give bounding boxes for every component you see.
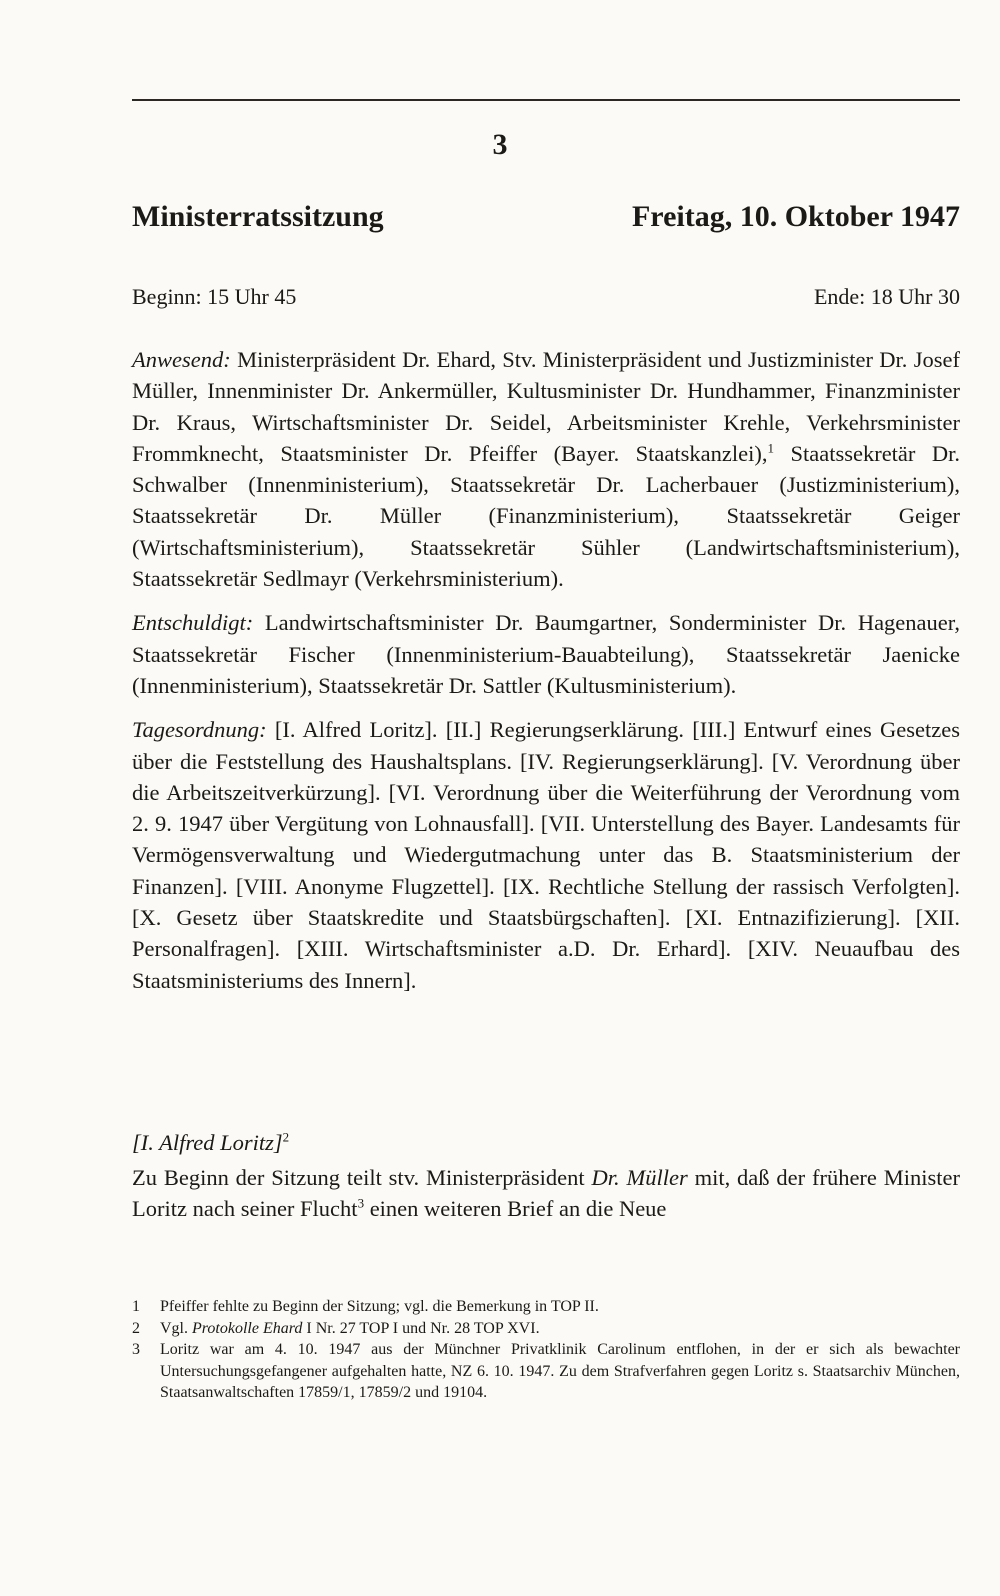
- footnote-text: [160, 1318, 960, 1340]
- excused-paragraph: [132, 607, 960, 701]
- excused-label: Entschuldigt:: [132, 610, 254, 636]
- section-person: Dr. Müller: [591, 1165, 688, 1190]
- session-date: Freitag, 10. Oktober 1947: [631, 200, 960, 233]
- agenda-text: [I. Alfred Loritz]. [II.] Regierungserklärung. [III.] Entwurf eines Gesetzes über die Feststellung des Haushaltsplans. [IV. Regierungserklärung]. [V. Verordnung über die Arbeitszeitverkürzung]. [VI. Verordnung über die Weiterführung der Verordnung vom 2. 9. 1947 über Vergütung von Lohnausfall]. [VII. Unterstellung des Bayer. Landesamts für Vermögensverwaltung und Wiedergutmachung unter das B. Staatsministerium der Finanzen]. [VIII. Anonyme Flugzettel]. [IX. Rechtliche Stellung der rassisch Verfolgten]. [X. Gesetz über Staatskredite und Staatsbürgschaften]. [XI. Entnazifizierung]. [XII. Personalfragen]. [XIII. Wirtschaftsminister a.D. Dr. Erhard]. [XIV. Neuaufbau des Staatsministeriums des Innern].: [132, 717, 960, 993]
- footnote-text-post: I Nr. 27 TOP I und Nr. 28 TOP XVI.: [302, 1319, 540, 1337]
- footnote-text: Loritz war am 4. 10. 1947 aus der Münchner Privatklinik Carolinum entflohen, in der er sich als bewachter Untersuchungsgefangener aufgehalten hatte, NZ 6. 10. 1947. Zu dem Strafverfahren gegen Loritz s. Staatsarchiv München, Staatsanwaltschaften 17859/1, 17859/2 und 19104.: [160, 1341, 960, 1401]
- footnote-text: Pfeiffer fehlte zu Beginn der Sitzung; vgl. die Bemerkung in TOP II.: [160, 1298, 599, 1315]
- agenda-paragraph: [132, 714, 960, 996]
- footnotes: [132, 1296, 960, 1404]
- present-text-1: Ministerpräsident Dr. Ehard, Stv. Ministerpräsident und Justizminister Dr. Josef Müller, Innenminister Dr. Ankermüller, Kultusminister Dr. Hundhammer, Finanzminister Dr. Kraus, Wirtschaftsminister Dr. Seidel, Arbeitsminister Krehle, Verkehrsminister Frommknecht, Staatsminister Dr. Pfeiffer (Bayer. Staatskanzlei),: [132, 347, 960, 466]
- agenda-label: Tagesordnung:: [132, 717, 267, 743]
- header-rule: [132, 99, 960, 101]
- footnote: [132, 1339, 960, 1404]
- section-title: [I. Alfred Loritz]: [132, 1130, 283, 1155]
- excused-text: Landwirtschaftsminister Dr. Baumgartner, Sonderminister Dr. Hagenauer, Staatssekretär Fischer (Innenministerium-Bauabteilung), Staatssekretär Jaenicke (Innenministerium), Staatssekretär Dr. Sattler (Kultusministerium).: [132, 610, 960, 698]
- footnote-text-italic: Protokolle Ehard: [192, 1319, 303, 1337]
- session-title: Ministerratssitzung: [132, 200, 384, 233]
- footnote-number: 2: [132, 1319, 140, 1337]
- section-text-3: einen weiteren Brief an die Neue: [364, 1196, 667, 1222]
- present-paragraph: [132, 344, 960, 594]
- footnote-ref-1: 1: [767, 440, 774, 456]
- footnote-number: 3: [132, 1341, 140, 1358]
- session-times: [132, 284, 960, 310]
- end-time: Ende: 18 Uhr 30: [813, 284, 960, 309]
- footnote-number: 1: [132, 1298, 140, 1315]
- document-number: 3: [492, 128, 508, 161]
- footnote-ref-2: 2: [282, 1129, 290, 1145]
- present-text-2: Staatssekretär Dr. Schwalber (Innenministerium), Staatssekretär Dr. Lacherbauer (Justizministerium), Staatssekretär Dr. Müller (Finanzministerium), Staatssekretär Geiger (Wirtschaftsministerium), Staatssekretär Sühler (Landwirtschaftsministerium), Staatssekretär Sedlmayr (Verkehrsministerium).: [132, 440, 960, 592]
- section-paragraph: [132, 1162, 960, 1225]
- present-label: Anwesend:: [132, 347, 231, 372]
- protocol-body: [132, 344, 960, 1009]
- footnote: [132, 1318, 960, 1340]
- footnote-text-pre: Vgl.: [160, 1319, 192, 1337]
- section-text-1: Zu Beginn der Sitzung teilt stv. Ministerpräsident: [132, 1165, 592, 1190]
- start-time: Beginn: 15 Uhr 45: [132, 284, 297, 309]
- session-header: [132, 200, 960, 234]
- section-heading: [132, 1130, 960, 1156]
- section-text-2: mit, daß der frühere Minister Loritz nach seiner Flucht: [132, 1165, 960, 1222]
- footnote: [132, 1296, 960, 1318]
- footnote-ref-3: 3: [357, 1195, 365, 1211]
